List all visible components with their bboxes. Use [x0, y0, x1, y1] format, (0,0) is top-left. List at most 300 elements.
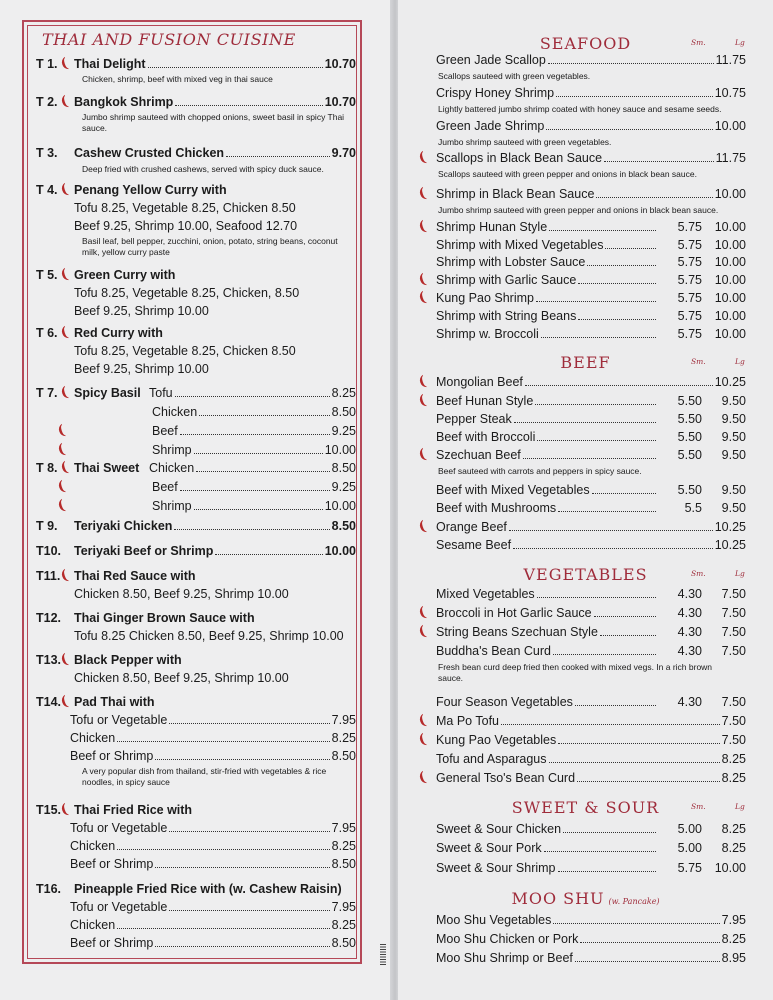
chili-pepper-icon: ( — [58, 693, 70, 711]
large-price: 9.50 — [721, 501, 746, 515]
dot-leader — [525, 385, 713, 386]
chili-pepper-icon: ( — [58, 459, 70, 477]
item-name: Beef Hunan Style — [436, 394, 534, 408]
menu-price-row — [436, 606, 746, 620]
menu-price-row — [436, 255, 746, 269]
section-subtitle: (w. Pancake) — [608, 897, 660, 906]
item-name: Four Season Vegetables — [436, 695, 573, 709]
large-price: 9.50 — [721, 394, 746, 408]
large-price: 8.25 — [721, 752, 746, 766]
item-description: Deep fried with crushed cashews, served with spicy duck sauce. — [82, 164, 324, 174]
dot-leader — [563, 832, 656, 833]
large-price: 8.25 — [721, 771, 746, 785]
small-price: 5.75 — [677, 309, 702, 323]
item-name: String Beans Szechuan Style — [436, 625, 598, 639]
item-name: Pineapple Fried Rice with (w. Cashew Raisin) — [74, 882, 342, 896]
small-price: 5.75 — [677, 327, 702, 341]
dot-leader — [535, 404, 656, 405]
menu-price-row — [152, 405, 356, 419]
menu-price-row — [436, 327, 746, 341]
item-code: T 9. — [36, 519, 58, 533]
small-size-header: Sm. — [691, 569, 706, 578]
item-name: Red Curry with — [74, 326, 163, 340]
item-name: Teriyaki Beef or Shrimp — [74, 544, 214, 558]
large-price: 7.50 — [721, 625, 746, 639]
large-price: 10.00 — [714, 255, 746, 269]
item-name: Buddha's Bean Curd — [436, 644, 551, 658]
item-name: Sweet & Sour Pork — [436, 841, 542, 855]
large-price: 10.00 — [714, 273, 746, 287]
item-name: Penang Yellow Curry with — [74, 183, 227, 197]
item-option-prices: Chicken 8.50, Beef 9.25, Shrimp 10.00 — [74, 671, 289, 685]
item-option-prices: Beef 9.25, Shrimp 10.00 — [74, 362, 209, 376]
item-name: Mongolian Beef — [436, 375, 523, 389]
item-name: Thai Red Sauce with — [74, 569, 196, 583]
small-size-header: Sm. — [691, 357, 706, 366]
item-option-prices: Beef 9.25, Shrimp 10.00 — [74, 304, 209, 318]
dot-leader — [580, 942, 719, 943]
chili-pepper-icon: ( — [416, 149, 428, 167]
chili-pepper-icon: ( — [58, 181, 70, 199]
item-name: Moo Shu Chicken or Pork — [436, 932, 579, 946]
item-name: Chicken — [70, 839, 116, 853]
chili-pepper-icon: ( — [416, 218, 428, 236]
item-name: Moo Shu Shrimp or Beef — [436, 951, 573, 965]
item-code: T 2. — [36, 95, 58, 109]
chili-pepper-icon: ( — [55, 478, 67, 496]
item-name: Shrimp with Lobster Sauce — [436, 255, 586, 269]
dot-leader — [553, 654, 656, 655]
item-code: T13. — [36, 653, 62, 667]
item-name: Thai Fried Rice with — [74, 803, 193, 817]
large-price: 9.50 — [721, 412, 746, 426]
large-size-header: Lg — [735, 569, 745, 578]
chili-pepper-icon: ( — [58, 567, 70, 585]
large-price: 10.25 — [714, 520, 746, 534]
dot-leader — [544, 851, 656, 852]
chili-pepper-icon: ( — [416, 518, 428, 536]
item-price: 8.50 — [331, 857, 356, 871]
menu-price-row — [436, 695, 746, 709]
item-name: Tofu or Vegetable — [70, 713, 168, 727]
section-title — [398, 565, 773, 584]
item-name: Moo Shu Vegetables — [436, 913, 552, 927]
small-price: 5.00 — [677, 822, 702, 836]
item-price: 8.25 — [331, 918, 356, 932]
dot-leader — [514, 422, 656, 423]
dot-leader — [180, 434, 330, 435]
item-name: Beef with Mushrooms — [436, 501, 557, 515]
item-name: Thai Sweet — [74, 461, 140, 475]
menu-price-row — [436, 187, 746, 201]
dot-leader — [604, 161, 714, 162]
large-price: 11.75 — [715, 53, 746, 67]
item-name: Tofu or Vegetable — [70, 821, 168, 835]
menu-price-row — [436, 861, 746, 875]
chili-pepper-icon: ( — [55, 422, 67, 440]
small-price: 5.75 — [677, 273, 702, 287]
small-price: 5.75 — [677, 255, 702, 269]
item-price: 7.95 — [331, 713, 356, 727]
item-description: Fresh bean curd deep fried then cooked with mixed vegs. In a rich brown sauce. — [438, 662, 713, 683]
item-name: Ma Po Tofu — [436, 714, 500, 728]
dot-leader — [175, 396, 330, 397]
menu-price-row — [70, 821, 356, 835]
item-name: Shrimp Hunan Style — [436, 220, 548, 234]
dot-leader — [575, 961, 720, 962]
menu-price-row — [436, 412, 746, 426]
item-name: Shrimp — [152, 443, 192, 457]
item-name: Green Jade Shrimp — [436, 119, 545, 133]
chili-pepper-icon: ( — [58, 55, 70, 73]
item-price: 8.50 — [331, 749, 356, 763]
chili-pepper-icon: ( — [416, 271, 428, 289]
menu-price-row — [436, 501, 746, 515]
small-price: 5.75 — [677, 220, 702, 234]
dot-leader — [194, 453, 323, 454]
large-price: 7.50 — [721, 714, 746, 728]
item-description: Jumbo shrimp sauteed with chopped onions, sweet basil in spicy Thai sauce. — [82, 112, 345, 133]
chili-pepper-icon: ( — [58, 651, 70, 669]
item-name: Shrimp with Garlic Sauce — [436, 273, 577, 287]
item-price: 8.50 — [331, 461, 356, 475]
menu-price-row — [70, 749, 356, 763]
item-code: T 5. — [36, 268, 58, 282]
dot-leader — [117, 741, 329, 742]
item-name: Chicken — [70, 918, 116, 932]
item-name: Beef — [152, 424, 178, 438]
menu-price-row — [436, 538, 746, 552]
item-code: T 8. — [36, 461, 58, 475]
dot-leader — [536, 301, 656, 302]
item-description: Scallops sauteed with green vegetables. — [438, 71, 591, 81]
chili-pepper-icon: ( — [416, 604, 428, 622]
menu-price-row — [436, 520, 746, 534]
item-name: Shrimp in Black Bean Sauce — [436, 187, 595, 201]
item-name: Tofu — [149, 386, 173, 400]
small-price: 5.75 — [677, 291, 702, 305]
menu-price-row — [436, 714, 746, 728]
item-code: T14. — [36, 695, 62, 709]
item-name: Mixed Vegetables — [436, 587, 535, 601]
item-name: Szechuan Beef — [436, 448, 521, 462]
dot-leader — [199, 415, 329, 416]
large-price: 10.00 — [714, 238, 746, 252]
item-name: Green Curry with — [74, 268, 176, 282]
dot-leader — [226, 156, 330, 157]
dot-leader — [117, 928, 329, 929]
dot-leader — [605, 248, 656, 249]
dot-leader — [169, 831, 329, 832]
item-price: 10.00 — [324, 499, 356, 513]
item-description: Jumbo shrimp sauteed with green vegetables. — [438, 137, 612, 147]
dot-leader — [596, 197, 712, 198]
menu-price-row — [436, 220, 746, 234]
menu-price-row — [436, 625, 746, 639]
menu-price-row — [436, 822, 746, 836]
large-size-header: Lg — [735, 38, 745, 47]
item-code: T15. — [36, 803, 62, 817]
large-price: 8.95 — [721, 951, 746, 965]
small-price: 4.30 — [677, 695, 702, 709]
item-option-prices: Beef 9.25, Shrimp 10.00, Seafood 12.70 — [74, 219, 298, 233]
dot-leader — [169, 910, 329, 911]
item-code: T12. — [36, 611, 62, 625]
chili-pepper-icon: ( — [416, 769, 428, 787]
item-price: 9.25 — [331, 480, 356, 494]
item-code: T 6. — [36, 326, 58, 340]
menu-price-row — [70, 936, 356, 950]
dot-leader — [549, 230, 656, 231]
menu-price-row — [436, 841, 746, 855]
item-name: Scallops in Black Bean Sauce — [436, 151, 603, 165]
item-name: Crispy Honey Shrimp — [436, 86, 555, 100]
item-price: 10.00 — [324, 443, 356, 457]
menu-price-row — [74, 57, 356, 71]
large-price: 9.50 — [721, 430, 746, 444]
large-size-header: Lg — [735, 357, 745, 366]
item-code: T 4. — [36, 183, 58, 197]
menu-price-row — [436, 932, 746, 946]
thai-fusion-title: THAI AND FUSION CUISINE — [42, 30, 296, 49]
item-name: Tofu or Vegetable — [70, 900, 168, 914]
chili-pepper-icon: ( — [55, 441, 67, 459]
item-name: Tofu and Asparagus — [436, 752, 547, 766]
section-title — [398, 889, 773, 908]
large-size-header: Lg — [735, 802, 745, 811]
item-option-prices: Tofu 8.25 Chicken 8.50, Beef 9.25, Shrimp 10.00 — [74, 629, 344, 643]
dot-leader — [215, 554, 322, 555]
dot-leader — [509, 530, 713, 531]
dot-leader — [594, 616, 656, 617]
large-price: 10.00 — [714, 309, 746, 323]
item-name: Cashew Crusted Chicken — [74, 146, 225, 160]
dot-leader — [513, 548, 713, 549]
menu-price-row — [149, 386, 356, 400]
item-code: T11. — [36, 569, 61, 583]
menu-price-row — [70, 918, 356, 932]
menu-price-row — [436, 483, 746, 497]
dot-leader — [546, 129, 712, 130]
item-price: 8.25 — [331, 839, 356, 853]
menu-price-row — [436, 375, 746, 389]
large-price: 10.25 — [714, 375, 746, 389]
large-price: 8.25 — [721, 822, 746, 836]
dot-leader — [592, 493, 656, 494]
dot-leader — [600, 635, 656, 636]
menu-price-row — [74, 519, 356, 533]
dot-leader — [549, 762, 720, 763]
item-code: T 7. — [36, 386, 58, 400]
item-price: 8.25 — [331, 731, 356, 745]
dot-leader — [537, 440, 656, 441]
item-price: 8.50 — [331, 405, 356, 419]
chili-pepper-icon: ( — [416, 712, 428, 730]
menu-price-row — [436, 587, 746, 601]
small-price: 5.00 — [677, 841, 702, 855]
menu-price-row — [70, 900, 356, 914]
small-price: 5.50 — [677, 430, 702, 444]
dot-leader — [558, 871, 657, 872]
item-name: Green Jade Scallop — [436, 53, 546, 67]
item-name: Beef or Shrimp — [70, 857, 154, 871]
menu-price-row — [436, 53, 746, 67]
dot-leader — [155, 759, 329, 760]
item-name: Broccoli in Hot Garlic Sauce — [436, 606, 592, 620]
small-price: 5.75 — [677, 238, 702, 252]
item-name: Pepper Steak — [436, 412, 512, 426]
dot-leader — [117, 849, 329, 850]
dot-leader — [155, 867, 329, 868]
dot-leader — [577, 781, 720, 782]
item-name: Shrimp with Mixed Vegetables — [436, 238, 604, 252]
item-option-prices: Tofu 8.25, Vegetable 8.25, Chicken 8.50 — [74, 201, 296, 215]
item-description: Chicken, shrimp, beef with mixed veg in thai sauce — [82, 74, 273, 84]
menu-price-row — [70, 713, 356, 727]
item-price: 8.50 — [331, 519, 356, 533]
section-title-text: MOO SHU — [511, 889, 605, 908]
item-option-prices: Tofu 8.25, Vegetable 8.25, Chicken, 8.50 — [74, 286, 300, 300]
dot-leader — [537, 597, 656, 598]
item-price: 9.70 — [331, 146, 356, 160]
section-title-text: SWEET & SOUR — [511, 798, 660, 817]
item-code: T 3. — [36, 146, 58, 160]
dot-leader — [169, 723, 329, 724]
menu-price-row — [152, 499, 356, 513]
chili-pepper-icon: ( — [416, 392, 428, 410]
item-price: 9.25 — [331, 424, 356, 438]
item-name: Shrimp w. Broccoli — [436, 327, 539, 341]
dot-leader — [558, 743, 719, 744]
menu-price-row — [436, 309, 746, 323]
dot-leader — [553, 923, 719, 924]
dot-leader — [148, 67, 323, 68]
large-price: 7.95 — [721, 913, 746, 927]
chili-pepper-icon: ( — [416, 731, 428, 749]
chili-pepper-icon: ( — [416, 623, 428, 641]
menu-price-row — [436, 430, 746, 444]
chili-pepper-icon: ( — [416, 289, 428, 307]
large-price: 9.50 — [721, 448, 746, 462]
item-description: Lightly battered jumbo shrimp coated with honey sauce and sesame seeds. — [438, 104, 722, 114]
large-price: 10.25 — [714, 538, 746, 552]
item-code: T10. — [36, 544, 62, 558]
dot-leader — [501, 724, 720, 725]
menu-price-row — [436, 644, 746, 658]
large-price: 10.00 — [714, 291, 746, 305]
item-description: Scallops sauteed with green pepper and onions in black bean sauce. — [438, 169, 697, 179]
dot-leader — [548, 63, 714, 64]
large-price: 10.00 — [714, 187, 746, 201]
item-name: Pad Thai with — [74, 695, 155, 709]
large-price: 10.00 — [714, 327, 746, 341]
small-price: 5.50 — [677, 448, 702, 462]
chili-pepper-icon: ( — [58, 93, 70, 111]
chili-pepper-icon: ( — [416, 185, 428, 203]
item-name: Beef with Broccoli — [436, 430, 536, 444]
chili-pepper-icon: ( — [416, 373, 428, 391]
item-price: 8.50 — [331, 936, 356, 950]
item-name: Sweet & Sour Shrimp — [436, 861, 556, 875]
item-name: Spicy Basil — [74, 386, 141, 400]
menu-price-row — [436, 448, 746, 462]
large-price: 10.00 — [714, 119, 746, 133]
section-title-text: BEEF — [560, 353, 611, 372]
item-price: 7.95 — [331, 900, 356, 914]
large-price: 7.50 — [721, 606, 746, 620]
large-price: 7.50 — [721, 587, 746, 601]
item-name: Kung Pao Shrimp — [436, 291, 534, 305]
small-price: 5.50 — [677, 483, 702, 497]
large-price: 7.50 — [721, 644, 746, 658]
dot-leader — [587, 265, 656, 266]
small-price: 5.50 — [677, 394, 702, 408]
menu-price-row — [436, 238, 746, 252]
barcode-mark — [380, 944, 386, 966]
menu-price-row — [70, 731, 356, 745]
large-price: 7.50 — [721, 733, 746, 747]
menu-price-row — [74, 146, 356, 160]
chili-pepper-icon: ( — [58, 324, 70, 342]
item-option-prices: Chicken 8.50, Beef 9.25, Shrimp 10.00 — [74, 587, 289, 601]
item-name: Beef — [152, 480, 178, 494]
small-price: 5.50 — [677, 412, 702, 426]
small-size-header: Sm. — [691, 802, 706, 811]
item-price: 10.70 — [324, 57, 356, 71]
dot-leader — [578, 283, 656, 284]
section-title — [398, 353, 773, 372]
item-option-prices: Tofu 8.25, Vegetable 8.25, Chicken 8.50 — [74, 344, 296, 358]
menu-price-row — [436, 771, 746, 785]
dot-leader — [194, 509, 323, 510]
item-name: Kung Pao Vegetables — [436, 733, 557, 747]
dot-leader — [180, 490, 330, 491]
menu-price-row — [152, 443, 356, 457]
section-title — [398, 34, 773, 53]
large-price: 10.00 — [714, 220, 746, 234]
menu-price-row — [152, 424, 356, 438]
item-name: Chicken — [70, 731, 116, 745]
large-price: 9.50 — [721, 483, 746, 497]
item-name: Sweet & Sour Chicken — [436, 822, 562, 836]
menu-price-row — [70, 857, 356, 871]
item-name: Shrimp with String Beans — [436, 309, 577, 323]
item-price: 10.00 — [324, 544, 356, 558]
item-price: 10.70 — [324, 95, 356, 109]
menu-price-row — [436, 394, 746, 408]
small-size-header: Sm. — [691, 38, 706, 47]
large-price: 8.25 — [721, 841, 746, 855]
item-code: T 1. — [36, 57, 58, 71]
chili-pepper-icon: ( — [55, 497, 67, 515]
chili-pepper-icon: ( — [58, 384, 70, 402]
menu-price-row — [436, 733, 746, 747]
section-title — [398, 798, 773, 817]
menu-price-row — [436, 273, 746, 287]
chili-pepper-icon: ( — [58, 801, 70, 819]
menu-price-row — [436, 752, 746, 766]
menu-price-row — [74, 95, 356, 109]
item-name: General Tso's Bean Curd — [436, 771, 576, 785]
item-name: Orange Beef — [436, 520, 507, 534]
item-name: Sesame Beef — [436, 538, 512, 552]
chili-pepper-icon: ( — [416, 446, 428, 464]
item-price: 7.95 — [331, 821, 356, 835]
item-name: Teriyaki Chicken — [74, 519, 173, 533]
dot-leader — [578, 319, 656, 320]
menu-price-row — [436, 119, 746, 133]
dot-leader — [155, 946, 329, 947]
